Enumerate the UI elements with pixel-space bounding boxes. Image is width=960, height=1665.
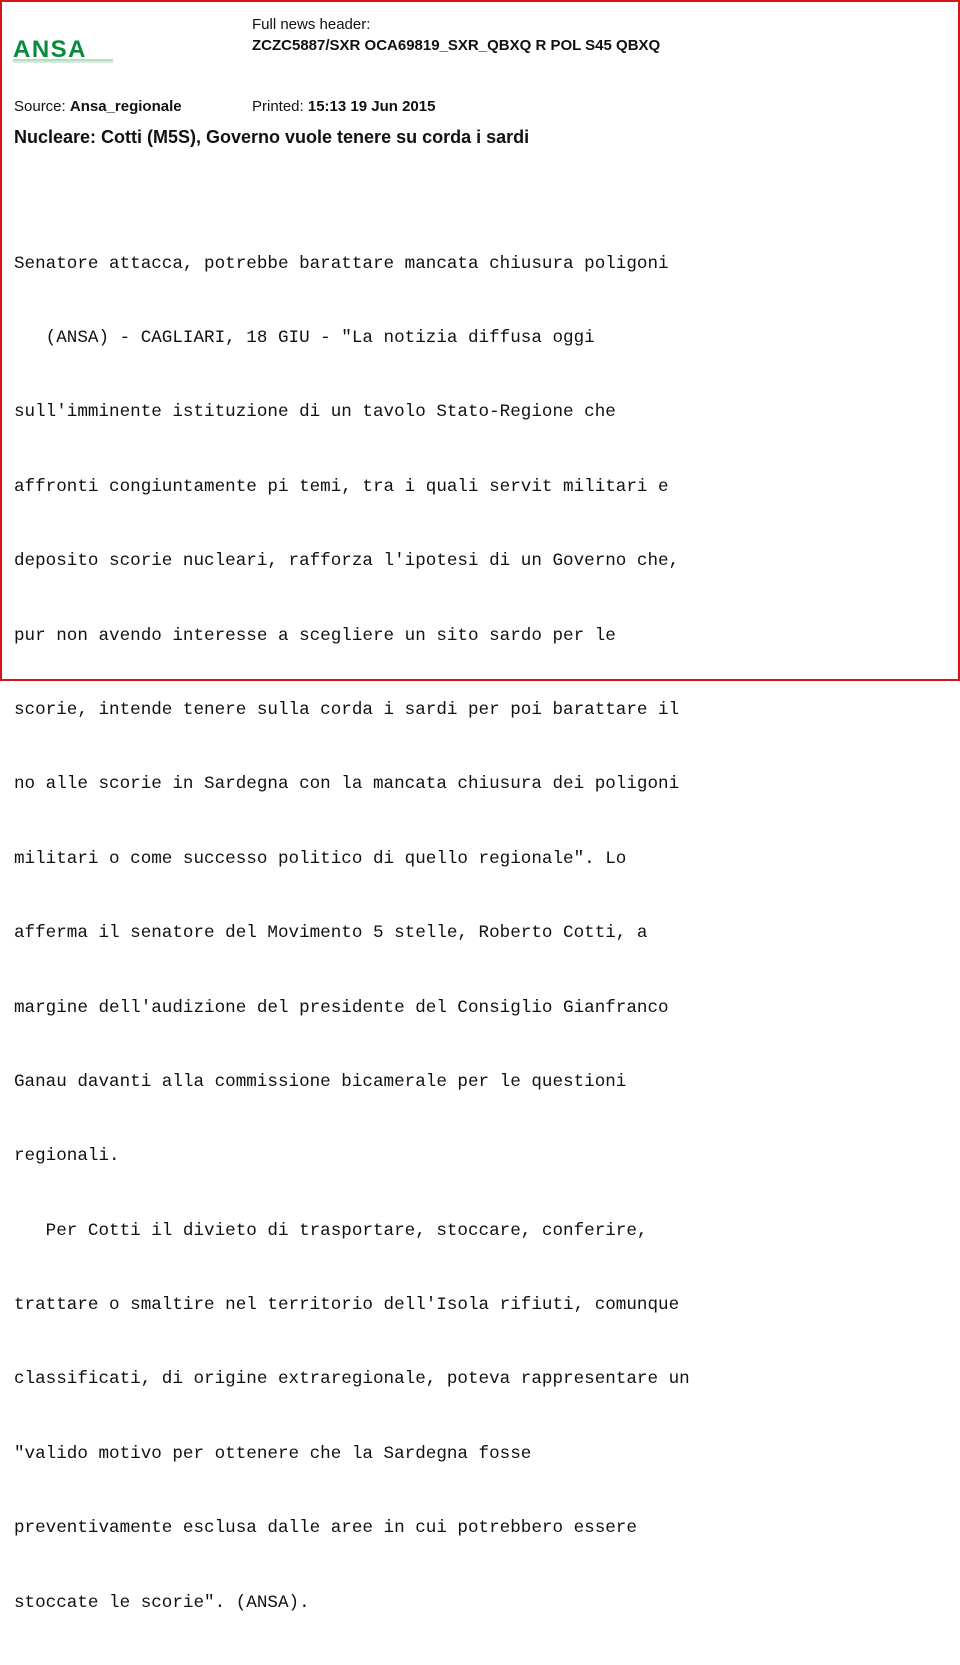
body-line: sull'imminente istituzione di un tavolo Stato-Regione che [14, 402, 616, 423]
body-line: pur non avendo interesse a scegliere un sito sardo per le [14, 625, 616, 646]
printed-field [252, 98, 435, 115]
body-line: stoccate le scorie". (ANSA). [14, 1592, 310, 1613]
body-line: classificati, di origine extraregionale, poteva rappresentare un [14, 1369, 690, 1390]
body-line: Per Cotti il divieto di trasportare, stoccare, conferire, [14, 1220, 648, 1241]
body-line: affronti congiuntamente pi temi, tra i quali servit militari e [14, 476, 669, 497]
ansa-logo [13, 35, 114, 65]
body-line: scorie, intende tenere sulla corda i sardi per poi barattare il [14, 699, 680, 720]
printed-label: Printed: [252, 98, 308, 115]
source-value: Ansa_regionale [69, 98, 182, 115]
body-line: margine dell'audizione del presidente del Consiglio Gianfranco [14, 997, 669, 1018]
body-line: (ANSA) - CAGLIARI, 18 GIU - "La notizia diffusa oggi [14, 327, 595, 348]
logo-wordmark: ANSA [13, 36, 88, 63]
news-body [14, 202, 690, 1665]
news-headline: Nucleare: Cotti (M5S), Governo vuole tenere su corda i sardi [14, 127, 530, 147]
source-field [14, 98, 182, 115]
body-line: Ganau davanti alla commissione bicamerale per le questioni [14, 1071, 627, 1092]
ansa-logo-graphic [13, 35, 114, 65]
body-line: afferma il senatore del Movimento 5 stelle, Roberto Cotti, a [14, 923, 648, 944]
body-line: trattare o smaltire nel territorio dell'Isola rifiuti, comunque [14, 1295, 680, 1316]
source-label: Source: [14, 98, 70, 115]
body-line: Senatore attacca, potrebbe barattare mancata chiusura poligoni [14, 253, 669, 274]
body-line: preventivamente esclusa dalle aree in cui potrebbero essere [14, 1518, 637, 1539]
printed-value: 15:13 19 Jun 2015 [307, 98, 436, 115]
body-line: regionali. [14, 1146, 120, 1167]
body-line: no alle scorie in Sardegna con la mancata chiusura dei poligoni [14, 774, 680, 795]
news-header-code: ZCZC5887/SXR OCA69819_SXR_QBXQ R POL S45 QBXQ [252, 37, 661, 54]
body-line: "valido motivo per ottenere che la Sardegna fosse [14, 1443, 532, 1464]
body-line: militari o come successo politico di quello regionale". Lo [14, 848, 627, 869]
full-news-header-label: Full news header: [252, 16, 371, 33]
body-line: deposito scorie nucleari, rafforza l'ipotesi di un Governo che, [14, 551, 680, 572]
